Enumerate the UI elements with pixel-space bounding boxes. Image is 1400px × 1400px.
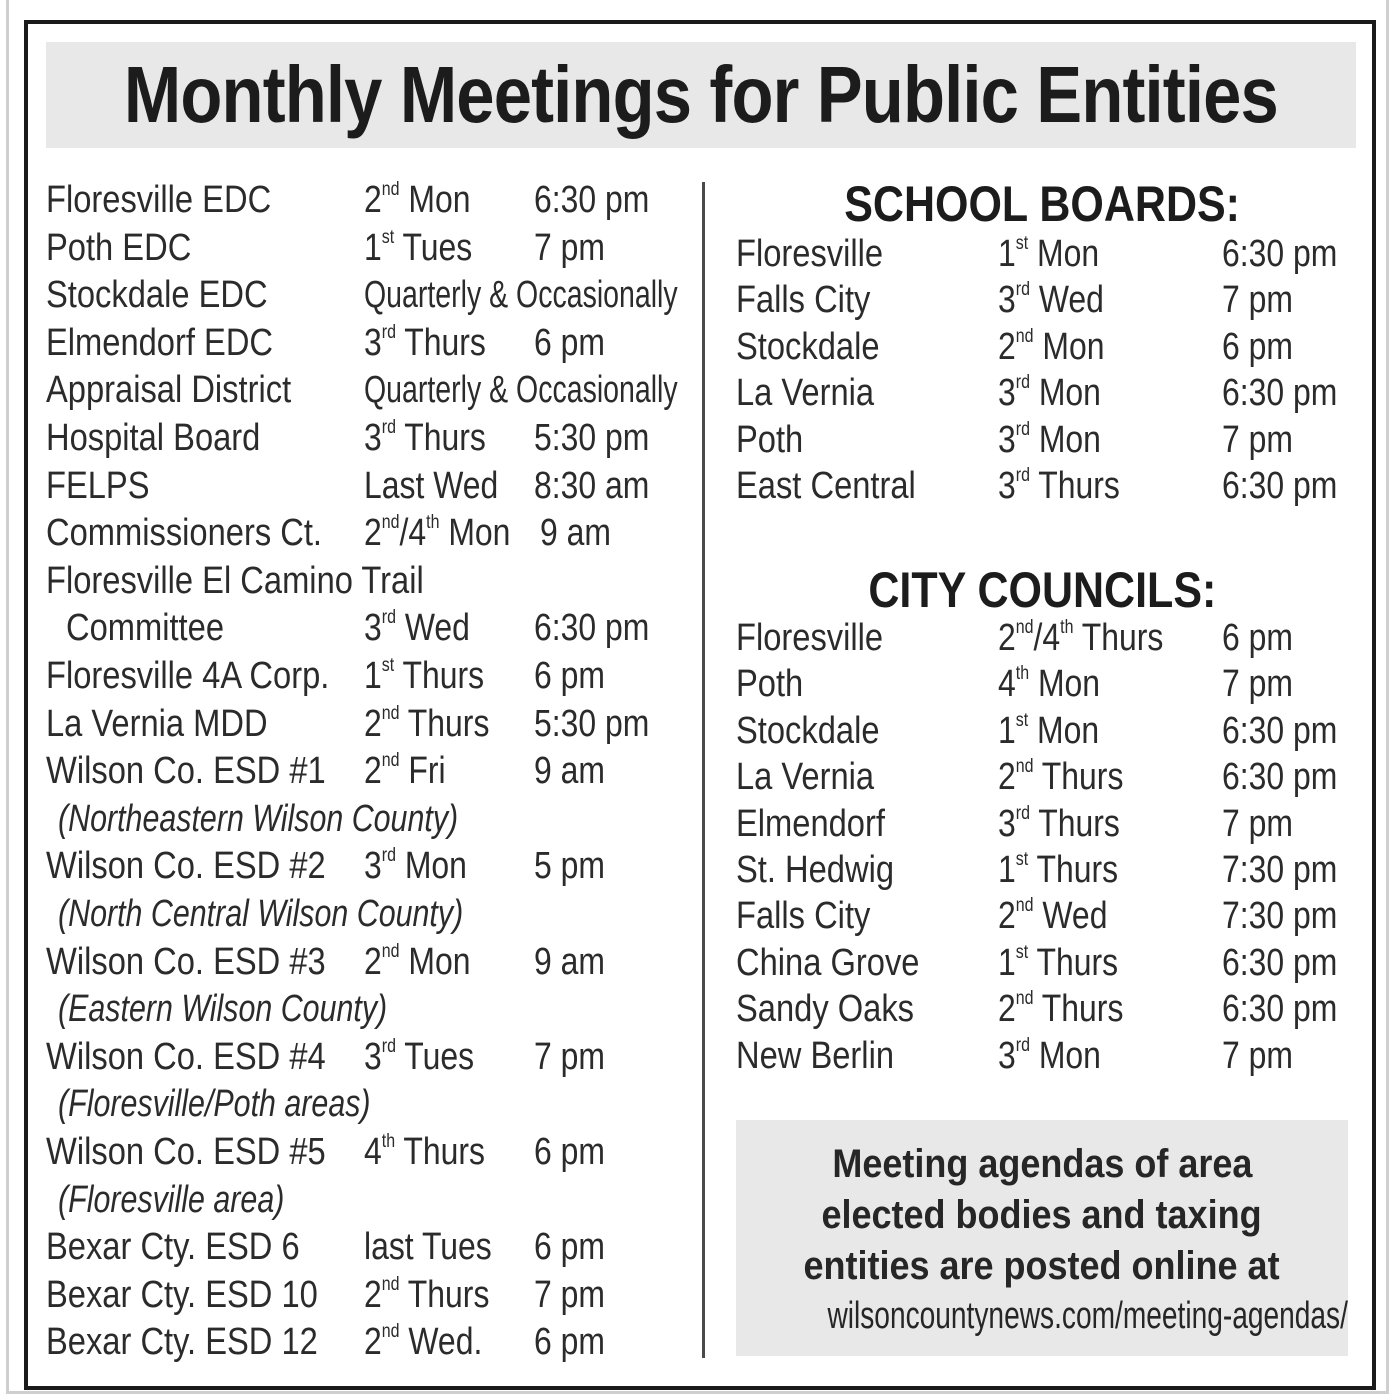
meeting-time: 6 pm [534, 1226, 605, 1269]
meeting-row [46, 319, 696, 367]
entity-name: Floresville 4A Corp. [46, 655, 330, 697]
meeting-time: 6 pm [534, 1321, 605, 1364]
meeting-time: 6:30 pm [534, 179, 650, 221]
meeting-day: 4th Thurs [364, 1130, 485, 1173]
meeting-row [46, 1033, 696, 1081]
meeting-time: 6 pm [1222, 325, 1293, 368]
meeting-row [46, 366, 696, 414]
notice-line-1: Meeting agendas of area [831, 1142, 1253, 1186]
meeting-day: 2nd Thurs [998, 988, 1124, 1031]
notice-line-3: entities are posted online at [803, 1244, 1281, 1288]
meeting-time: 7 pm [1222, 279, 1293, 322]
meeting-schedule-note: Quarterly & Occasionally [364, 274, 678, 317]
meeting-day: 3rd Mon [998, 418, 1101, 461]
meeting-time: 7:30 pm [1222, 849, 1338, 891]
meeting-time: 5:30 pm [534, 417, 650, 459]
meeting-row [736, 707, 1356, 755]
meeting-row [46, 700, 696, 748]
meeting-row [736, 800, 1356, 848]
meeting-time: 6:30 pm [1222, 372, 1338, 415]
city-councils-heading-text: CITY COUNCILS: [867, 562, 1216, 618]
meeting-time: 7 pm [534, 226, 605, 269]
meeting-row [46, 1128, 696, 1176]
entity-name: Stockdale [736, 325, 880, 368]
meeting-row [46, 604, 696, 652]
page-title: Monthly Meetings for Public Entities [124, 50, 1279, 139]
meeting-day: 4th Mon [998, 663, 1101, 706]
meeting-row [736, 753, 1356, 801]
coverage-area-note: (Floresville/Poth areas) [58, 1083, 371, 1126]
meeting-time: 5 pm [534, 845, 605, 888]
meeting-row [736, 323, 1356, 371]
entity-name: Floresville EDC [46, 179, 272, 221]
meeting-day: 1st Thurs [998, 941, 1119, 984]
meeting-time: 7 pm [1222, 802, 1293, 845]
meeting-time: 6:30 pm [1222, 988, 1338, 1031]
entity-name: La Vernia MDD [46, 702, 268, 745]
meeting-time: 6 pm [534, 321, 605, 364]
meeting-row [736, 985, 1356, 1033]
entity-name: Floresville El Camino Trail [46, 559, 424, 602]
column-divider [702, 182, 705, 1358]
meeting-row [736, 369, 1356, 417]
meeting-day: 2nd Wed [998, 895, 1108, 938]
entity-name: East Central [736, 465, 916, 507]
meeting-day: 3rd Mon [998, 372, 1101, 415]
meeting-day: 3rd Thurs [998, 802, 1120, 845]
meeting-row [46, 1318, 696, 1366]
entity-name: Stockdale EDC [46, 274, 268, 317]
meeting-day: 1st Thurs [364, 654, 485, 697]
meeting-time: 7 pm [534, 1273, 605, 1316]
meeting-row [46, 842, 696, 890]
meeting-day: Last Wed [364, 464, 499, 507]
entity-name: Elmendorf [736, 802, 885, 845]
entity-name: Poth [736, 663, 804, 706]
entity-name: New Berlin [736, 1034, 895, 1077]
meeting-time: 6:30 pm [1222, 941, 1338, 984]
meeting-row [46, 652, 696, 700]
coverage-area-note: (Northeastern Wilson County) [58, 797, 459, 840]
entity-name: Floresville [736, 233, 884, 275]
meeting-day: 1st Thurs [998, 848, 1119, 891]
entity-name: Poth [736, 418, 804, 461]
entity-name: China Grove [736, 941, 920, 984]
meeting-row [46, 271, 696, 319]
meeting-time: 6:30 pm [1222, 465, 1338, 507]
entity-name: Poth EDC [46, 226, 192, 269]
meeting-row [46, 224, 696, 272]
meeting-row [46, 414, 696, 462]
meeting-day: 1st Mon [998, 709, 1100, 752]
entity-name: Elmendorf EDC [46, 321, 274, 364]
meeting-time: 6 pm [534, 1131, 605, 1173]
meeting-time: 7 pm [1222, 1034, 1293, 1077]
meeting-day: 2nd Mon [364, 178, 471, 221]
meeting-day: 2nd Fri [364, 750, 446, 793]
meeting-row [46, 557, 696, 605]
meeting-day: 2nd/4th Mon [364, 512, 511, 555]
meeting-row [46, 1271, 696, 1319]
meeting-day: 3rd Mon [998, 1034, 1101, 1077]
meeting-day: 3rd Tues [364, 1035, 475, 1078]
meeting-day: 2nd Thurs [364, 702, 490, 745]
meeting-day: last Tues [364, 1226, 492, 1269]
meeting-time: 9 am [534, 750, 605, 793]
entity-name: Sandy Oaks [736, 988, 915, 1031]
meeting-time: 6:30 pm [1222, 756, 1338, 799]
meeting-time: 9 am [540, 512, 611, 555]
city-councils-heading [736, 562, 1348, 618]
meeting-row [46, 462, 696, 510]
entity-name: Appraisal District [46, 369, 292, 412]
entity-name: Bexar Cty. ESD 12 [46, 1321, 318, 1364]
meeting-day: 1st Mon [998, 232, 1100, 275]
entity-name: Wilson Co. ESD #4 [46, 1035, 326, 1078]
meeting-day: 3rd Thurs [364, 321, 486, 364]
meeting-day: 2nd Thurs [364, 1273, 490, 1316]
meeting-time: 6:30 pm [1222, 709, 1338, 752]
coverage-area-note: (North Central Wilson County) [58, 893, 464, 935]
meeting-time: 7:30 pm [1222, 895, 1338, 938]
meeting-time: 7 pm [1222, 418, 1293, 461]
meeting-row [46, 1223, 696, 1271]
meeting-day: 3rd Thurs [998, 464, 1120, 507]
entity-name: La Vernia [736, 756, 875, 799]
meeting-day: 3rd Mon [364, 845, 467, 888]
meeting-row [46, 747, 696, 795]
entity-name: Committee [66, 607, 224, 650]
meeting-row [736, 276, 1356, 324]
coverage-area-note: (Eastern Wilson County) [58, 988, 388, 1031]
meeting-day: 3rd Wed [998, 279, 1104, 322]
meeting-row [46, 176, 696, 224]
meeting-row [736, 1032, 1356, 1080]
meeting-row [736, 614, 1356, 662]
meeting-time: 8:30 am [534, 464, 650, 507]
entity-name: Wilson Co. ESD #1 [46, 750, 326, 793]
meeting-time: 9 am [534, 940, 605, 983]
entity-name: Wilson Co. ESD #5 [46, 1131, 326, 1173]
entity-name: Wilson Co. ESD #2 [46, 845, 326, 888]
meeting-day: 2nd Mon [998, 325, 1105, 368]
meeting-time: 6 pm [534, 655, 605, 697]
entity-name: FELPS [46, 464, 150, 507]
meeting-row [736, 939, 1356, 987]
meeting-row [736, 892, 1356, 940]
meeting-schedule-note: Quarterly & Occasionally [364, 369, 678, 412]
entity-name: Hospital Board [46, 417, 261, 459]
entity-name: La Vernia [736, 372, 875, 415]
meeting-row [46, 938, 696, 986]
agenda-notice [736, 1120, 1348, 1356]
title-bar [46, 42, 1356, 148]
meeting-row [736, 230, 1356, 278]
meeting-day: 2nd/4th Thurs [998, 616, 1164, 659]
meeting-day: 3rd Thurs [364, 416, 486, 459]
entity-name: Bexar Cty. ESD 6 [46, 1226, 300, 1269]
entity-name: Falls City [736, 279, 871, 322]
entity-name: Falls City [736, 895, 871, 938]
coverage-area-note: (Floresville area) [58, 1178, 285, 1221]
entity-name: Stockdale [736, 709, 880, 752]
meeting-row [736, 416, 1356, 464]
school-boards-heading [736, 176, 1348, 232]
meeting-time: 5:30 pm [534, 702, 650, 745]
meeting-time: 6:30 pm [1222, 233, 1338, 275]
agenda-url-link[interactable]: wilsoncountynews.com/meeting-agendas/ [827, 1295, 1348, 1337]
meeting-row [46, 509, 696, 557]
meeting-day: 2nd Mon [364, 940, 471, 983]
school-boards-heading-text: SCHOOL BOARDS: [844, 176, 1240, 232]
meeting-time: 6 pm [1222, 617, 1293, 659]
entity-name: Bexar Cty. ESD 10 [46, 1273, 318, 1316]
meeting-row [736, 660, 1356, 708]
meeting-day: 3rd Wed [364, 607, 470, 650]
meeting-day: 2nd Wed. [364, 1321, 483, 1364]
entity-name: Commissioners Ct. [46, 512, 323, 555]
notice-line-2: elected bodies and taxing [821, 1193, 1263, 1237]
meeting-time: 7 pm [534, 1035, 605, 1078]
entity-name: St. Hedwig [736, 849, 895, 891]
meeting-time: 7 pm [1222, 663, 1293, 706]
meeting-time: 6:30 pm [534, 607, 650, 650]
meeting-day: 2nd Thurs [998, 756, 1124, 799]
meeting-day: 1st Tues [364, 226, 473, 269]
meeting-row [736, 462, 1356, 510]
entity-name: Floresville [736, 617, 884, 659]
entity-name: Wilson Co. ESD #3 [46, 940, 326, 983]
meeting-row [736, 846, 1356, 894]
